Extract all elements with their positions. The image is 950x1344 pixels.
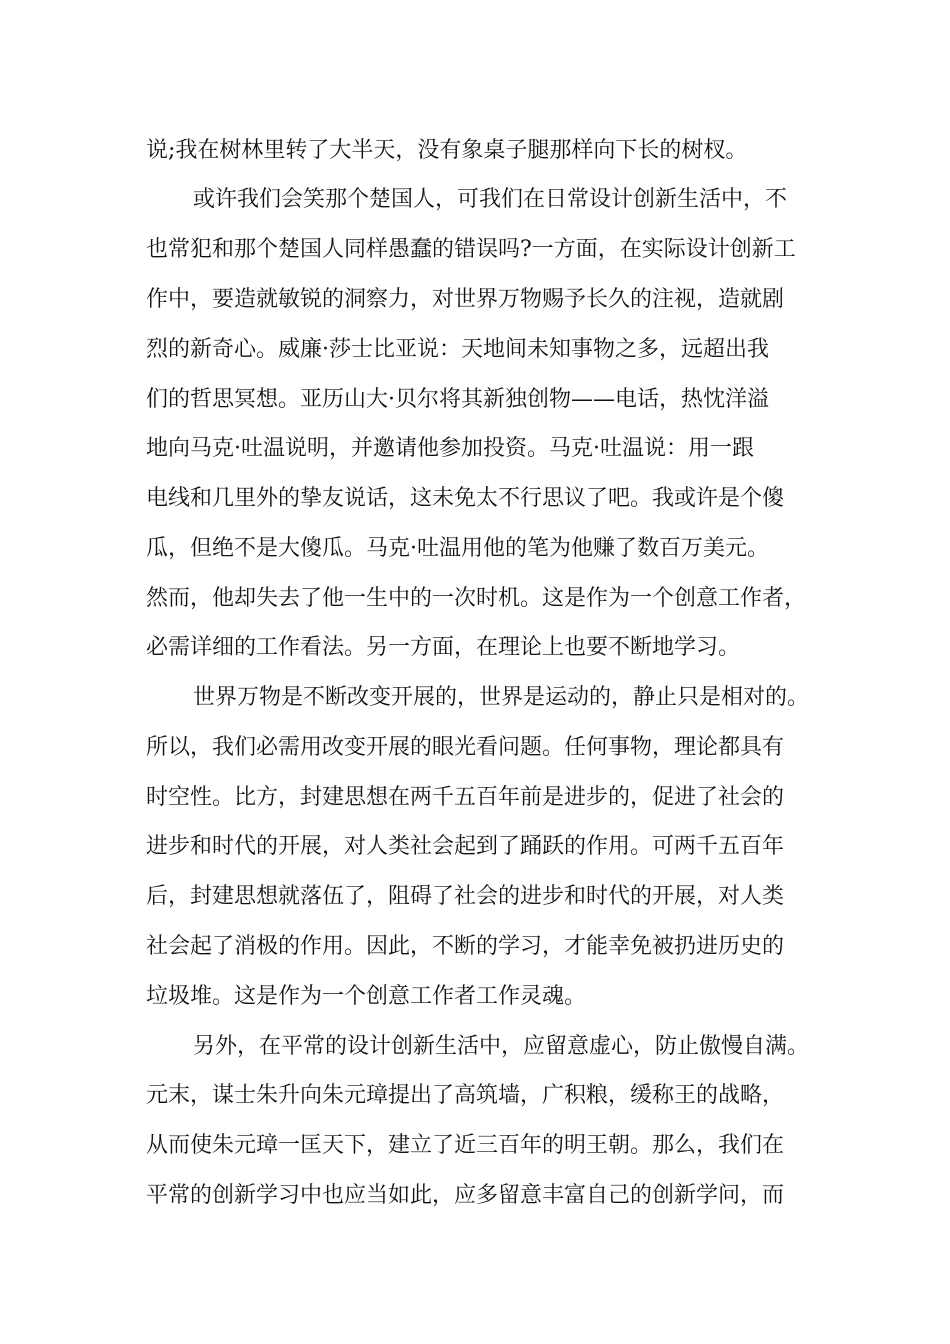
- text-line: 瓜，但绝不是大傻瓜。马克·吐温用他的笔为他赚了数百万美元。: [146, 536, 769, 561]
- text-line: 所以，我们必需用改变开展的眼光看问题。任何事物，理论都具有: [146, 735, 785, 760]
- text-line: 从而使朱元璋一匡天下，建立了近三百年的明王朝。那么，我们在: [146, 1133, 785, 1158]
- text-line: 后，封建思想就落伍了，阻碍了社会的进步和时代的开展，对人类: [146, 884, 785, 909]
- text-line: 时空性。比方，封建思想在两千五百年前是进步的，促进了社会的: [146, 785, 785, 810]
- text-line: 进步和时代的开展，对人类社会起到了踊跃的作用。可两千五百年: [146, 834, 785, 859]
- text-line: 平常的创新学习中也应当如此，应多留意丰富自己的创新学问，而: [146, 1183, 785, 1208]
- text-line: 元末，谋士朱升向朱元璋提出了高筑墙，广积粮，缓称王的战略，: [146, 1083, 785, 1108]
- text-line: 社会起了消极的作用。因此，不断的学习，才能幸免被扔进历史的: [146, 934, 785, 959]
- text-line: 作中，要造就敏锐的洞察力，对世界万物赐予长久的注视，造就剧: [146, 287, 785, 312]
- text-line: 必需详细的工作看法。另一方面，在理论上也要不断地学习。: [146, 635, 741, 660]
- text-line: 烈的新奇心。威廉·莎士比亚说：天地间未知事物之多，远超出我: [146, 337, 769, 362]
- text-line: 电线和几里外的挚友说话，这未免太不行思议了吧。我或许是个傻: [146, 486, 785, 511]
- text-line: 也常犯和那个楚国人同样愚蠢的错误吗?一方面，在实际设计创新工: [146, 237, 796, 262]
- text-line: 然而，他却失去了他一生中的一次时机。这是作为一个创意工作者，: [146, 586, 807, 611]
- text-line: 们的哲思冥想。亚历山大·贝尔将其新独创物——电话，热忱洋溢: [146, 387, 769, 412]
- text-line: 垃圾堆。这是作为一个创意工作者工作灵魂。: [146, 984, 587, 1009]
- text-line: 说;我在树林里转了大半天，没有象桌子腿那样向下长的树杈。: [146, 138, 748, 163]
- paragraph-first-line: 另外，在平常的设计创新生活中，应留意虚心，防止傲慢自满。: [193, 1034, 810, 1059]
- paragraph-first-line: 或许我们会笑那个楚国人，可我们在日常设计创新生活中，不: [193, 187, 788, 212]
- text-line: 地向马克·吐温说明，并邀请他参加投资。马克·吐温说：用一跟: [146, 436, 754, 461]
- paragraph-first-line: 世界万物是不断改变开展的，世界是运动的，静止只是相对的。: [193, 685, 810, 710]
